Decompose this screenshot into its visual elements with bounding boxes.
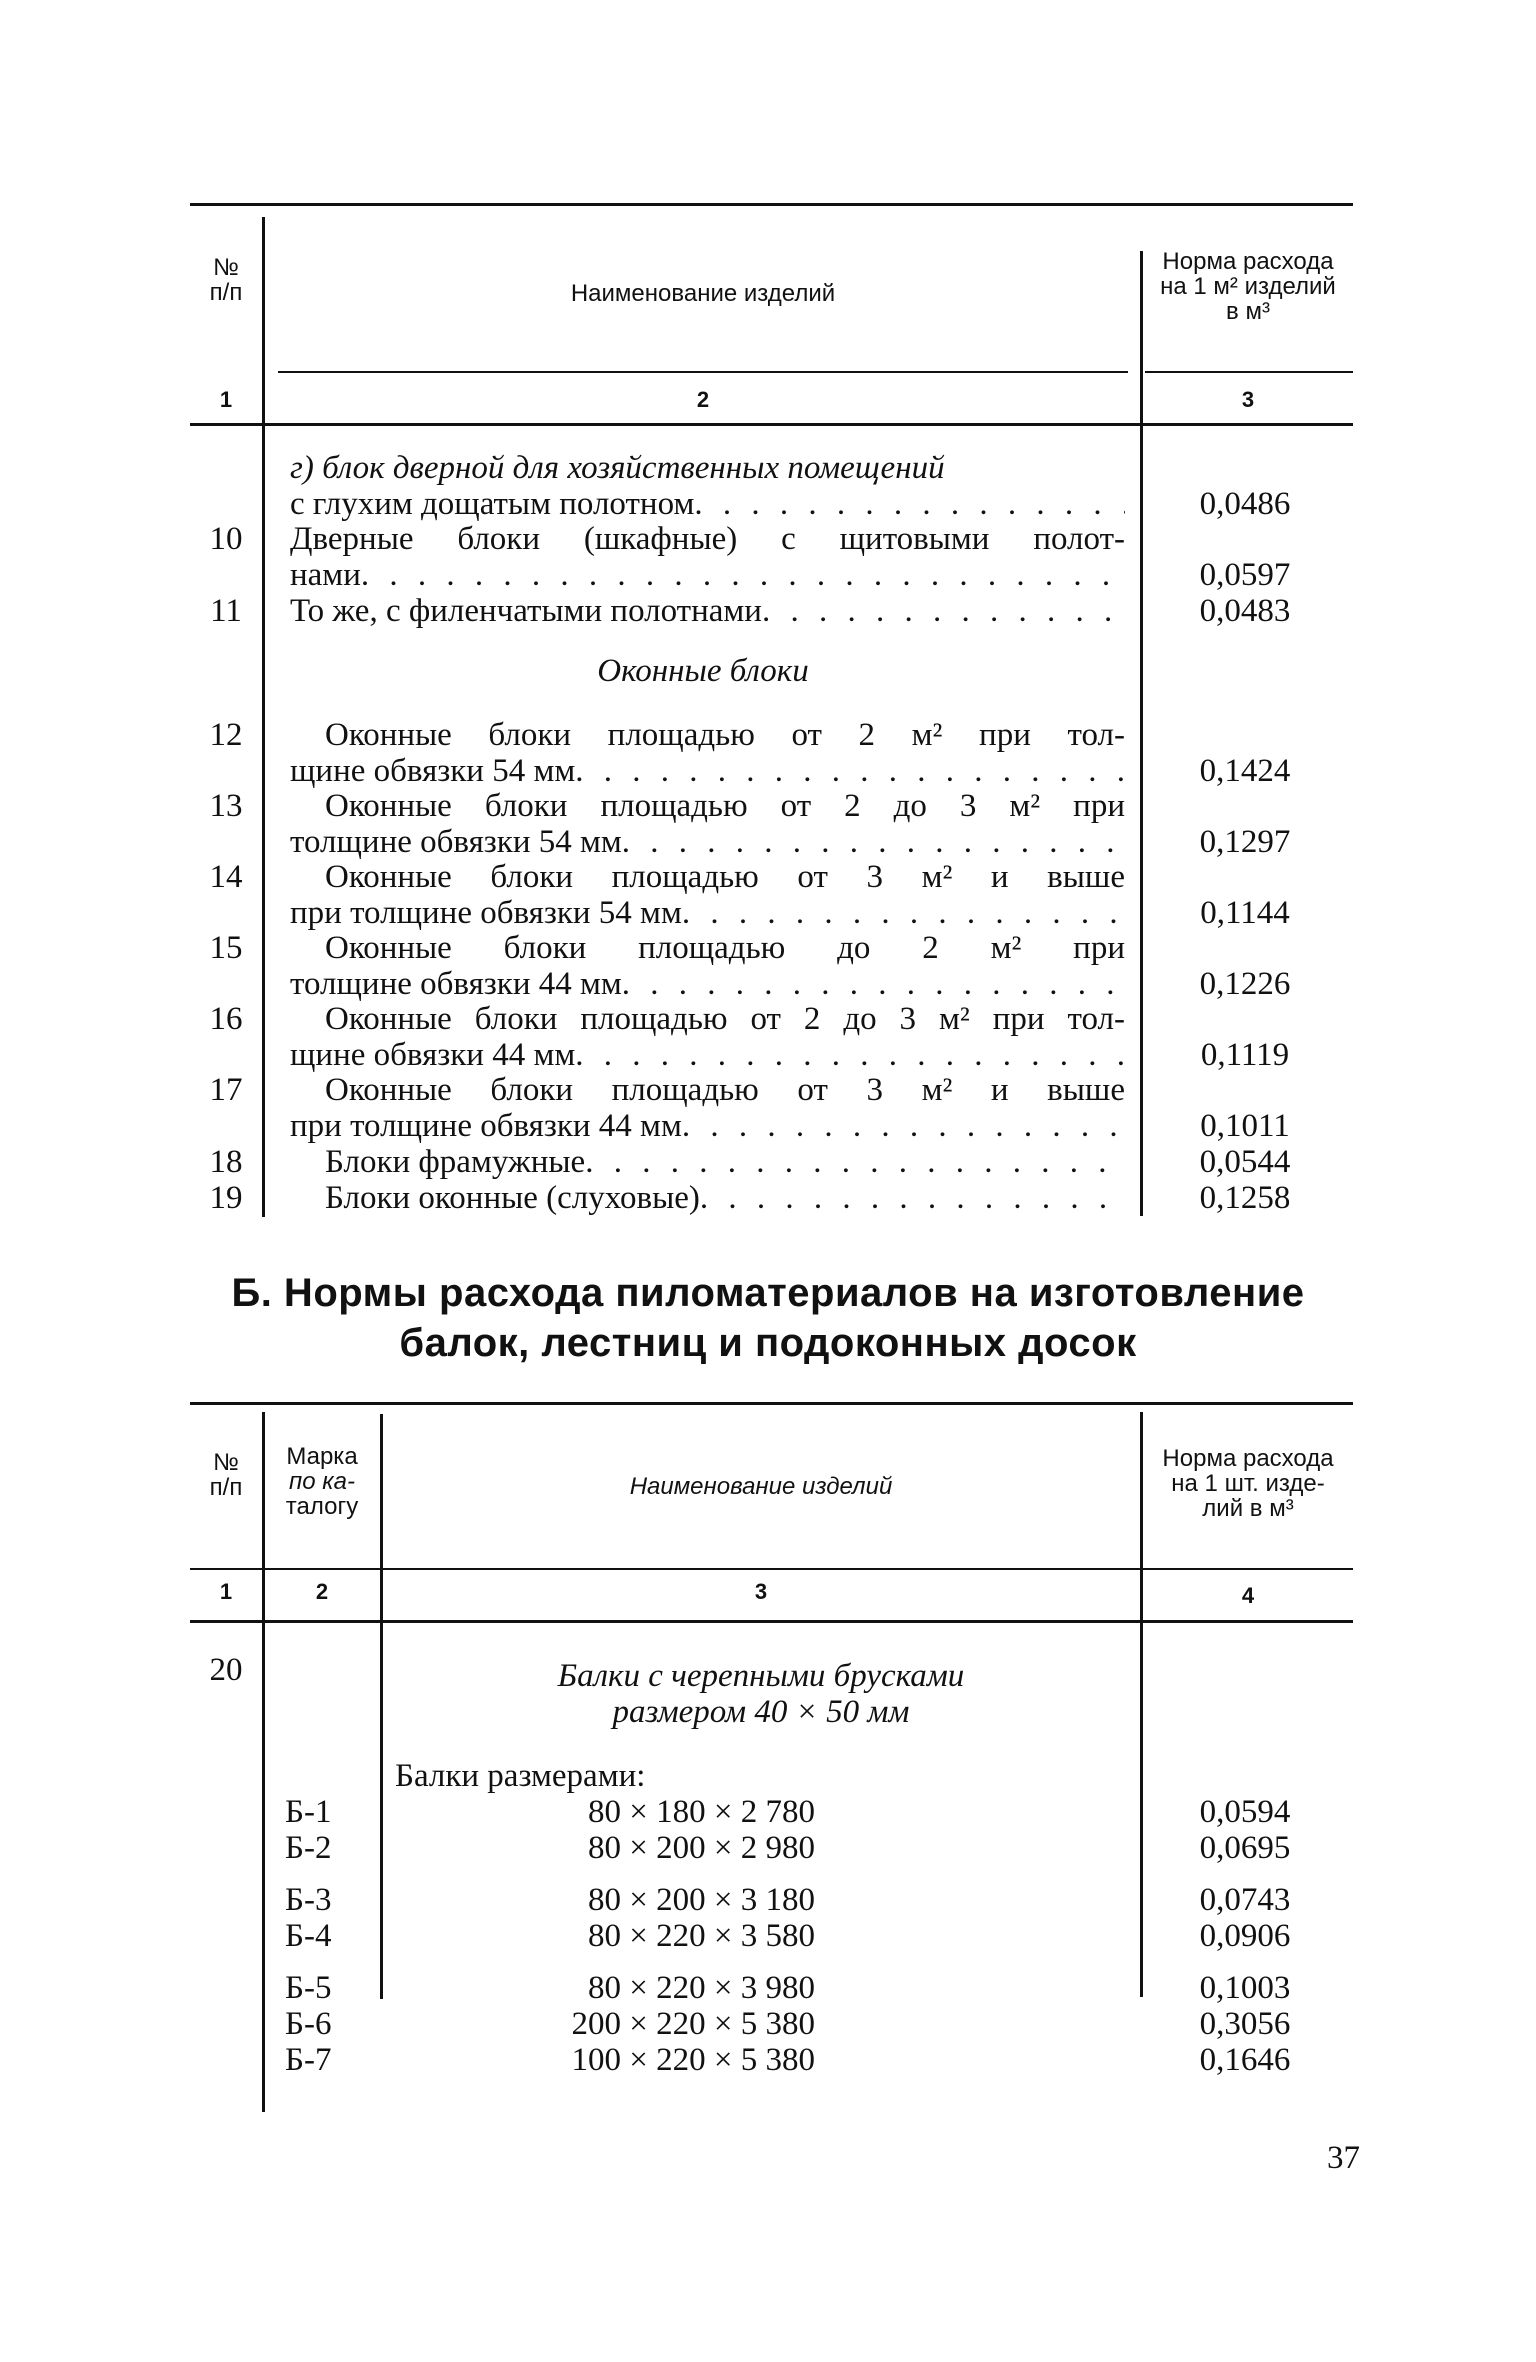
row-line: толщине обвязки 54 мм (290, 824, 622, 860)
row-number: 14 (209, 859, 243, 895)
header-name: Наименование изделий (629, 1473, 893, 1500)
table-2-col-divider (380, 1414, 383, 1999)
row-number: 12 (209, 717, 243, 753)
row-text (290, 557, 1125, 593)
header-num (190, 1450, 262, 1500)
item-mark: Б-1 (285, 1794, 332, 1830)
header-num-line: № (213, 1449, 239, 1476)
item-size: 80 × 200 × 2 980 (588, 1830, 815, 1866)
row-number: 18 (209, 1144, 243, 1180)
section-title: Оконные блоки (597, 653, 809, 689)
row-value: 0,1226 (1199, 966, 1291, 1002)
item-size: 80 × 200 × 3 180 (588, 1882, 815, 1918)
header-norm-line: на 1 м² изделий (1160, 273, 1336, 301)
item-size: 200 × 220 × 5 380 (571, 2006, 815, 2042)
header-num-line: п/п (209, 1474, 243, 1502)
row-value: 0,0486 (1199, 486, 1291, 522)
row-number: 15 (209, 930, 243, 966)
table-1 (190, 203, 1353, 1223)
item-value: 0,3056 (1199, 2006, 1291, 2042)
header-norm-line: Норма расхода (1162, 248, 1334, 275)
item-mark: Б-7 (285, 2042, 332, 2078)
row-text (290, 753, 1125, 789)
row-value: 0,0597 (1199, 557, 1291, 593)
row-text: Оконные блоки площадью от 3 м² и выше (325, 859, 1125, 895)
row-line: Блоки оконные (слуховые) (325, 1180, 700, 1216)
column-number: 3 (1241, 387, 1255, 412)
row-text: Оконные блоки площадью от 2 до 3 м² при тол- (325, 1001, 1125, 1037)
group-subtitle: Балки размерами: (395, 1758, 646, 1794)
column-number: 4 (1241, 1583, 1255, 1608)
header-norm-line: лий в м³ (1202, 1495, 1294, 1523)
row-line: с глухим дощатым полотном (290, 486, 695, 522)
page-number: 37 (1327, 2140, 1360, 2176)
row-value: 0,1144 (1200, 895, 1290, 931)
row-text: Оконные блоки площадью до 2 м² при (325, 930, 1125, 966)
item-mark: Б-6 (285, 2006, 332, 2042)
header-mark-line: талогу (285, 1493, 359, 1521)
item-mark: Б-2 (285, 1830, 332, 1866)
column-number: 2 (696, 387, 710, 412)
row-text (325, 1144, 1125, 1180)
row-text (290, 450, 1125, 486)
group-title-line: размером 40 × 50 мм (612, 1694, 910, 1730)
header-norm (1143, 249, 1353, 325)
header-num-line: № (213, 254, 239, 281)
item-mark: Б-4 (285, 1918, 332, 1954)
column-number: 1 (219, 1579, 233, 1604)
header-num (190, 255, 262, 305)
section-b-title-line: Б. Нормы расхода пиломатериалов на изготовление (231, 1271, 1305, 1315)
item-value: 0,0743 (1199, 1882, 1291, 1918)
row-text (290, 966, 1125, 1002)
header-norm-line: Норма расхода (1162, 1445, 1334, 1472)
column-number: 2 (315, 1579, 329, 1604)
table-1-top-rule (190, 203, 1353, 206)
item-size: 100 × 220 × 5 380 (571, 2042, 815, 2078)
row-line: щине обвязки 44 мм (290, 1037, 576, 1073)
header-num-line: п/п (209, 279, 243, 307)
table-2-col-divider (262, 1412, 265, 2112)
column-number: 3 (754, 1579, 768, 1604)
row-line: при толщине обвязки 44 мм (290, 1108, 682, 1144)
row-text (325, 1180, 1125, 1216)
group-title-line: Балки с черепными брусками (557, 1658, 965, 1694)
row-text: Оконные блоки площадью от 2 м² при тол- (325, 717, 1125, 753)
header-name: Наименование изделий (570, 280, 836, 307)
row-value: 0,0544 (1199, 1144, 1291, 1180)
row-number: 11 (210, 593, 242, 629)
row-number: 20 (209, 1652, 243, 1688)
row-line: нами (290, 557, 361, 593)
item-value: 0,1646 (1199, 2042, 1291, 2078)
item-value: 0,0594 (1199, 1794, 1291, 1830)
row-text (290, 824, 1125, 860)
item-value: 0,0695 (1199, 1830, 1291, 1866)
table-2 (190, 1402, 1353, 2102)
group-title (385, 1658, 1137, 1730)
table-1-col-divider (262, 217, 265, 1217)
row-text (290, 593, 1125, 629)
row-text (290, 1037, 1125, 1073)
header-mark-line: Марка (286, 1443, 358, 1470)
row-line: То же, с филенчатыми полотнами (290, 593, 762, 629)
row-line: при толщине обвязки 54 мм (290, 895, 682, 931)
row-text (290, 1108, 1125, 1144)
row-line: щине обвязки 54 мм (290, 753, 576, 789)
item-size: 80 × 180 × 2 780 (588, 1794, 815, 1830)
section-b-title (0, 1268, 1536, 1368)
row-value: 0,0483 (1199, 593, 1291, 629)
table-1-header-rule (190, 423, 1353, 426)
row-value: 0,1258 (1199, 1180, 1291, 1216)
row-number: 10 (209, 521, 243, 557)
table-2-header-subrule (190, 1568, 1353, 1570)
item-value: 0,1003 (1199, 1970, 1291, 2006)
item-mark: Б-3 (285, 1882, 332, 1918)
item-value: 0,0906 (1199, 1918, 1291, 1954)
row-text: Оконные блоки площадью от 3 м² и выше (325, 1072, 1125, 1108)
row-text (290, 895, 1125, 931)
row-value: 0,1424 (1199, 753, 1291, 789)
table-1-header-subrule (1145, 371, 1353, 373)
item-size: 80 × 220 × 3 980 (588, 1970, 815, 2006)
row-line: Блоки фрамужные (325, 1144, 586, 1180)
header-norm (1143, 1446, 1353, 1522)
section-b-title-line: балок, лестниц и подоконных досок (399, 1321, 1137, 1365)
column-number: 1 (219, 387, 233, 412)
table-2-top-rule (190, 1402, 1353, 1405)
row-text: Дверные блоки (шкафные) с щитовыми полот- (290, 521, 1125, 557)
header-mark-line: по ка- (289, 1468, 355, 1496)
item-mark: Б-5 (285, 1970, 332, 2006)
row-text: Оконные блоки площадью от 2 до 3 м² при (325, 788, 1125, 824)
row-line: толщине обвязки 44 мм (290, 966, 622, 1002)
row-value: 0,1297 (1199, 824, 1291, 860)
header-norm-line: в м³ (1226, 298, 1270, 326)
table-2-header-rule (190, 1620, 1353, 1623)
row-value: 0,1119 (1200, 1037, 1290, 1073)
row-value: 0,1011 (1200, 1108, 1290, 1144)
row-number: 17 (209, 1072, 243, 1108)
row-number: 13 (209, 788, 243, 824)
item-size: 80 × 220 × 3 580 (588, 1918, 815, 1954)
row-number: 16 (209, 1001, 243, 1037)
row-line: г) блок дверной для хозяйственных помещений (290, 450, 945, 486)
header-mark (266, 1444, 378, 1520)
row-number: 19 (209, 1180, 243, 1216)
table-1-header-subrule (278, 371, 1128, 373)
header-norm-line: на 1 шт. изде- (1171, 1470, 1325, 1498)
row-text (290, 486, 1125, 522)
